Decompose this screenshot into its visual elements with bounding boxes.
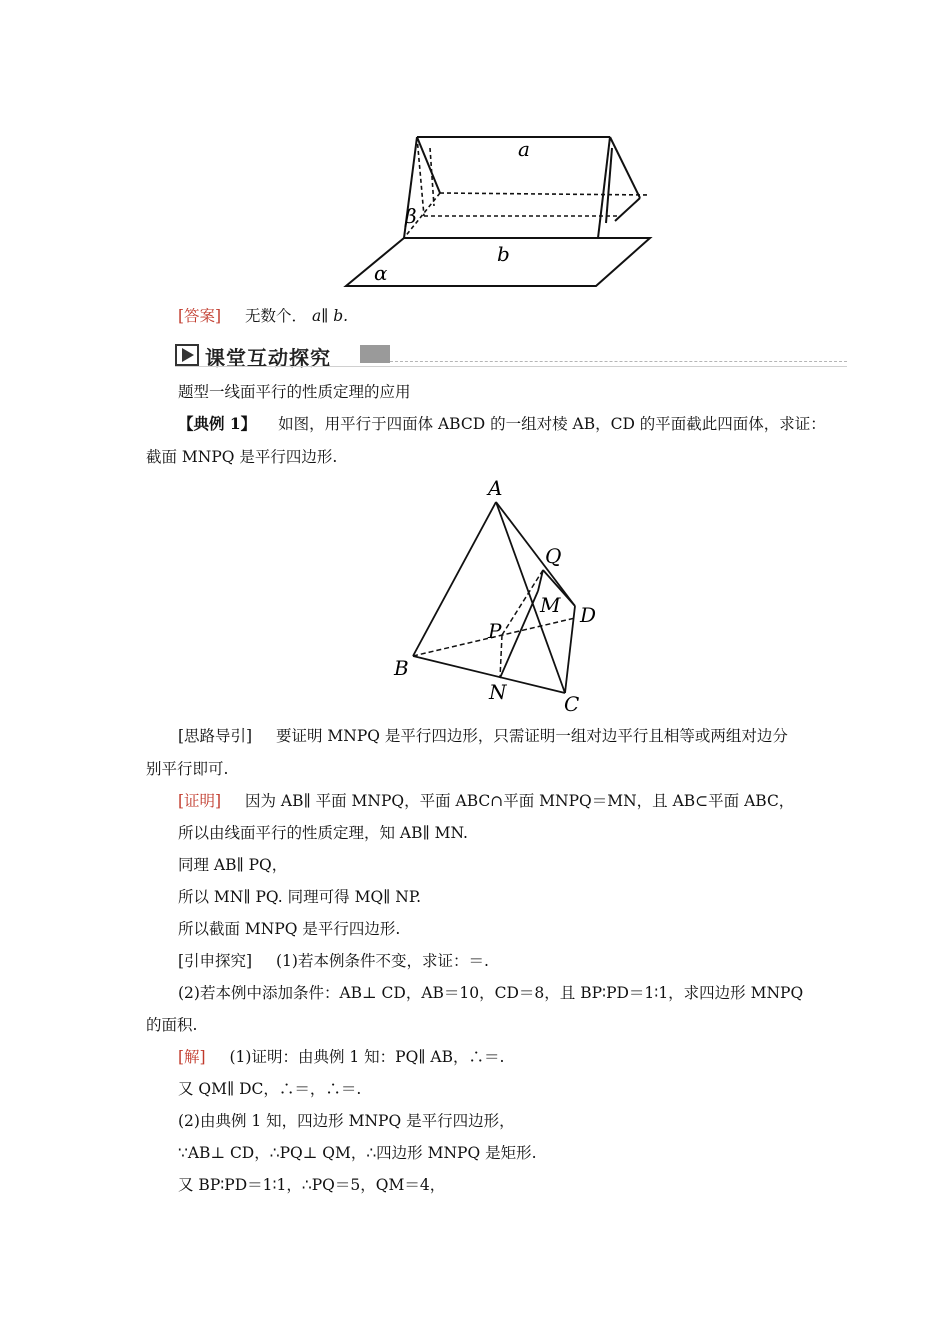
proof-tag: [证明] bbox=[178, 792, 222, 810]
banner-underline bbox=[175, 366, 847, 367]
solution-line-4: ∵AB⊥ CD，∴PQ⊥ QM，∴四边形 MNPQ 是矩形. bbox=[178, 1144, 537, 1162]
label-D: D bbox=[580, 603, 597, 627]
hint-line-2: 别平行即可. bbox=[146, 760, 229, 778]
section-banner bbox=[175, 342, 847, 368]
solution-text-1: (1)证明：由典例 1 知：PQ∥ AB，∴＝. bbox=[229, 1048, 505, 1066]
topic-heading: 题型一线面平行的性质定理的应用 bbox=[178, 383, 411, 401]
example-line-1 bbox=[178, 413, 826, 435]
solution-line-2: 又 QM∥ DC，∴＝，∴＝. bbox=[178, 1080, 362, 1098]
edge-AB bbox=[413, 502, 496, 656]
solution-line-3: (2)由典例 1 知，四边形 MNPQ 是平行四边形， bbox=[178, 1112, 515, 1130]
extension-line-2: (2)若本例中添加条件：AB⊥ CD，AB＝10，CD＝8，且 BP∶PD＝1∶1，求四边形 MNPQ bbox=[178, 984, 804, 1002]
answer-line bbox=[178, 305, 348, 327]
proof-line-2: 所以由线面平行的性质定理，知 AB∥ MN. bbox=[178, 824, 468, 842]
label-C: C bbox=[564, 692, 580, 713]
label-A: A bbox=[488, 478, 503, 500]
proof-line-1 bbox=[178, 790, 794, 812]
label-alpha: α bbox=[374, 261, 388, 285]
label-b: b bbox=[497, 242, 510, 266]
proof-line-5: 所以截面 MNPQ 是平行四边形. bbox=[178, 920, 401, 938]
figure-planes bbox=[340, 128, 660, 293]
proof-line-4: 所以 MN∥ PQ. 同理可得 MQ∥ NP. bbox=[178, 888, 422, 906]
extension-line-3: 的面积. bbox=[146, 1016, 198, 1034]
extension-line-1 bbox=[178, 950, 489, 972]
extension-tag: [引申探究] bbox=[178, 952, 253, 970]
banner-rule bbox=[390, 361, 847, 362]
label-Q: Q bbox=[545, 544, 562, 568]
label-a: a bbox=[518, 137, 530, 161]
answer-tag: [答案] bbox=[178, 307, 222, 325]
proof-text-1: 因为 AB∥ 平面 MNPQ，平面 ABC∩平面 MNPQ＝MN，且 AB⊂平面 ABC， bbox=[244, 792, 795, 810]
hint-text-1: 要证明 MNPQ 是平行四边形，只需证明一组对边平行且相等或两组对边分 bbox=[275, 727, 788, 745]
example-text-1: 如图，用平行于四面体 ABCD 的一组对棱 AB，CD 的平面截此四面体，求证： bbox=[278, 415, 826, 433]
label-M: M bbox=[540, 593, 561, 617]
proof-line-3: 同理 AB∥ PQ， bbox=[178, 856, 288, 874]
section-title: 课堂互动探究 bbox=[205, 346, 331, 370]
solution-tag: [解] bbox=[178, 1048, 206, 1066]
answer-math: a∥ b. bbox=[311, 307, 349, 325]
edge-AD bbox=[496, 502, 575, 606]
label-P: P bbox=[488, 619, 502, 643]
example-line-2: 截面 MNPQ 是平行四边形. bbox=[146, 448, 338, 466]
play-arrow-icon bbox=[175, 344, 199, 366]
solution-line-5: 又 BP∶PD＝1∶1，∴PQ＝5，QM＝4， bbox=[178, 1176, 446, 1194]
label-N: N bbox=[489, 680, 507, 704]
label-beta: β bbox=[405, 204, 417, 228]
example-tag: 【典例 1】 bbox=[178, 414, 257, 433]
extension-text-1: (1)若本例条件不变，求证：＝. bbox=[275, 952, 489, 970]
figure-tetrahedron bbox=[390, 478, 610, 713]
banner-decoration bbox=[360, 345, 390, 363]
hint-tag: [思路导引] bbox=[178, 727, 253, 745]
hint-line-1 bbox=[178, 725, 788, 747]
solution-line-1 bbox=[178, 1046, 504, 1068]
label-B: B bbox=[394, 656, 409, 680]
edge-MN bbox=[500, 591, 538, 678]
answer-text: 无数个． bbox=[244, 307, 307, 325]
